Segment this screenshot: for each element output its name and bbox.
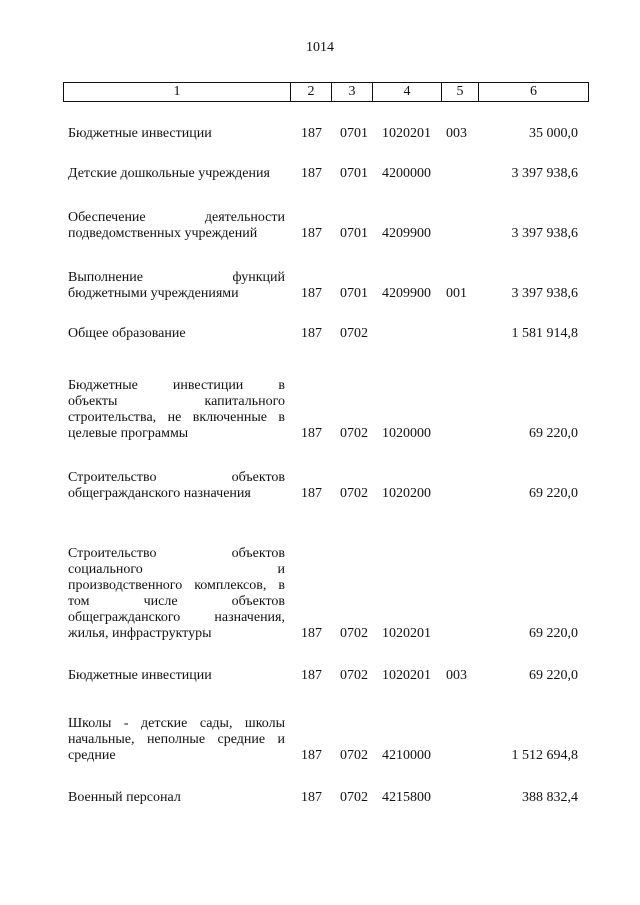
row-name-line: жилья, инфраструктуры <box>68 626 212 641</box>
row-c6: 388 832,4 <box>522 790 578 805</box>
row-c4: 4210000 <box>382 748 431 763</box>
row-c2: 187 <box>301 286 322 301</box>
row-name <box>68 790 285 806</box>
row-c2: 187 <box>301 226 322 241</box>
row-c4: 4209900 <box>382 286 431 301</box>
row-c5: 003 <box>446 668 467 683</box>
table-row <box>0 326 640 342</box>
row-c2: 187 <box>301 668 322 683</box>
row-c2: 187 <box>301 748 322 763</box>
row-c4: 4215800 <box>382 790 431 805</box>
row-name-line: Бюджетные инвестиции <box>68 668 212 683</box>
row-c6: 3 397 938,6 <box>511 226 578 241</box>
row-c3: 0701 <box>340 166 368 181</box>
table-row <box>0 668 640 684</box>
row-c4: 4200000 <box>382 166 431 181</box>
row-name-line: средние <box>68 748 116 763</box>
row-name <box>68 326 285 342</box>
column-header-table <box>63 82 589 102</box>
table-row <box>0 790 640 806</box>
table-row <box>0 210 640 242</box>
row-c6: 69 220,0 <box>529 426 578 441</box>
row-c3: 0702 <box>340 668 368 683</box>
row-c6: 69 220,0 <box>529 486 578 501</box>
row-c5: 001 <box>446 286 467 301</box>
row-c3: 0702 <box>340 426 368 441</box>
row-c4: 4209900 <box>382 226 431 241</box>
row-c3: 0702 <box>340 790 368 805</box>
table-row <box>0 716 640 764</box>
row-c6: 1 512 694,8 <box>511 748 578 763</box>
row-name-line: Общее образование <box>68 326 186 341</box>
table-row <box>0 166 640 182</box>
row-name-line: Строительство объектов <box>68 470 285 485</box>
row-name <box>68 378 285 442</box>
row-name-line: Бюджетные инвестиции <box>68 126 212 141</box>
row-c3: 0701 <box>340 126 368 141</box>
column-header-6: 6 <box>479 83 589 102</box>
column-header-row <box>64 83 589 102</box>
row-name-line: производственного комплексов, в <box>68 578 285 593</box>
row-name-line: Бюджетные инвестиции в <box>68 378 285 393</box>
row-name-line: целевые программы <box>68 426 189 441</box>
row-name <box>68 166 285 182</box>
row-name <box>68 126 285 142</box>
row-c2: 187 <box>301 790 322 805</box>
row-c4: 1020200 <box>382 486 431 501</box>
page-number: 1014 <box>306 40 334 55</box>
column-header-5: 5 <box>442 83 479 102</box>
row-c3: 0701 <box>340 226 368 241</box>
column-header-3: 3 <box>332 83 373 102</box>
row-c2: 187 <box>301 626 322 641</box>
table-row <box>0 270 640 302</box>
row-c4: 1020201 <box>382 626 431 641</box>
row-name-line: бюджетными учреждениями <box>68 286 239 301</box>
row-name-line: Школы - детские сады, школы <box>68 716 285 731</box>
row-name <box>68 210 285 242</box>
row-c2: 187 <box>301 486 322 501</box>
table-row <box>0 546 640 642</box>
row-c3: 0701 <box>340 286 368 301</box>
row-c3: 0702 <box>340 326 368 341</box>
column-header-4: 4 <box>373 83 442 102</box>
row-c4: 1020201 <box>382 668 431 683</box>
row-name-line: строительства, не включенные в <box>68 410 285 425</box>
row-c6: 69 220,0 <box>529 626 578 641</box>
row-name-line: Выполнение функций <box>68 270 285 285</box>
row-name-line: Детские дошкольные учреждения <box>68 166 270 181</box>
row-c6: 3 397 938,6 <box>511 286 578 301</box>
row-c6: 1 581 914,8 <box>511 326 578 341</box>
table-row <box>0 470 640 502</box>
row-c3: 0702 <box>340 486 368 501</box>
row-c2: 187 <box>301 326 322 341</box>
row-c3: 0702 <box>340 748 368 763</box>
row-name-line: начальные, неполные средние и <box>68 732 285 747</box>
row-name-line: Строительство объектов <box>68 546 285 561</box>
row-name-line: социального и <box>68 562 285 577</box>
row-name-line: общегражданского назначения, <box>68 610 285 625</box>
row-name-line: Обеспечение деятельности <box>68 210 285 225</box>
row-name-line: общегражданского назначения <box>68 486 251 501</box>
row-name <box>68 668 285 684</box>
row-name <box>68 716 285 764</box>
row-c4: 1020000 <box>382 426 431 441</box>
row-name-line: Военный персонал <box>68 790 181 805</box>
row-c2: 187 <box>301 426 322 441</box>
row-name-line: подведомственных учреждений <box>68 226 258 241</box>
row-c6: 69 220,0 <box>529 668 578 683</box>
row-c2: 187 <box>301 166 322 181</box>
row-c6: 35 000,0 <box>529 126 578 141</box>
row-name <box>68 270 285 302</box>
column-header-1: 1 <box>64 83 291 102</box>
row-c6: 3 397 938,6 <box>511 166 578 181</box>
row-c4: 1020201 <box>382 126 431 141</box>
row-name <box>68 546 285 642</box>
table-row <box>0 378 640 442</box>
row-c3: 0702 <box>340 626 368 641</box>
row-c2: 187 <box>301 126 322 141</box>
row-c5: 003 <box>446 126 467 141</box>
column-header-2: 2 <box>291 83 332 102</box>
table-row <box>0 126 640 142</box>
row-name-line: объекты капитального <box>68 394 285 409</box>
row-name-line: том числе объектов <box>68 594 285 609</box>
row-name <box>68 470 285 502</box>
